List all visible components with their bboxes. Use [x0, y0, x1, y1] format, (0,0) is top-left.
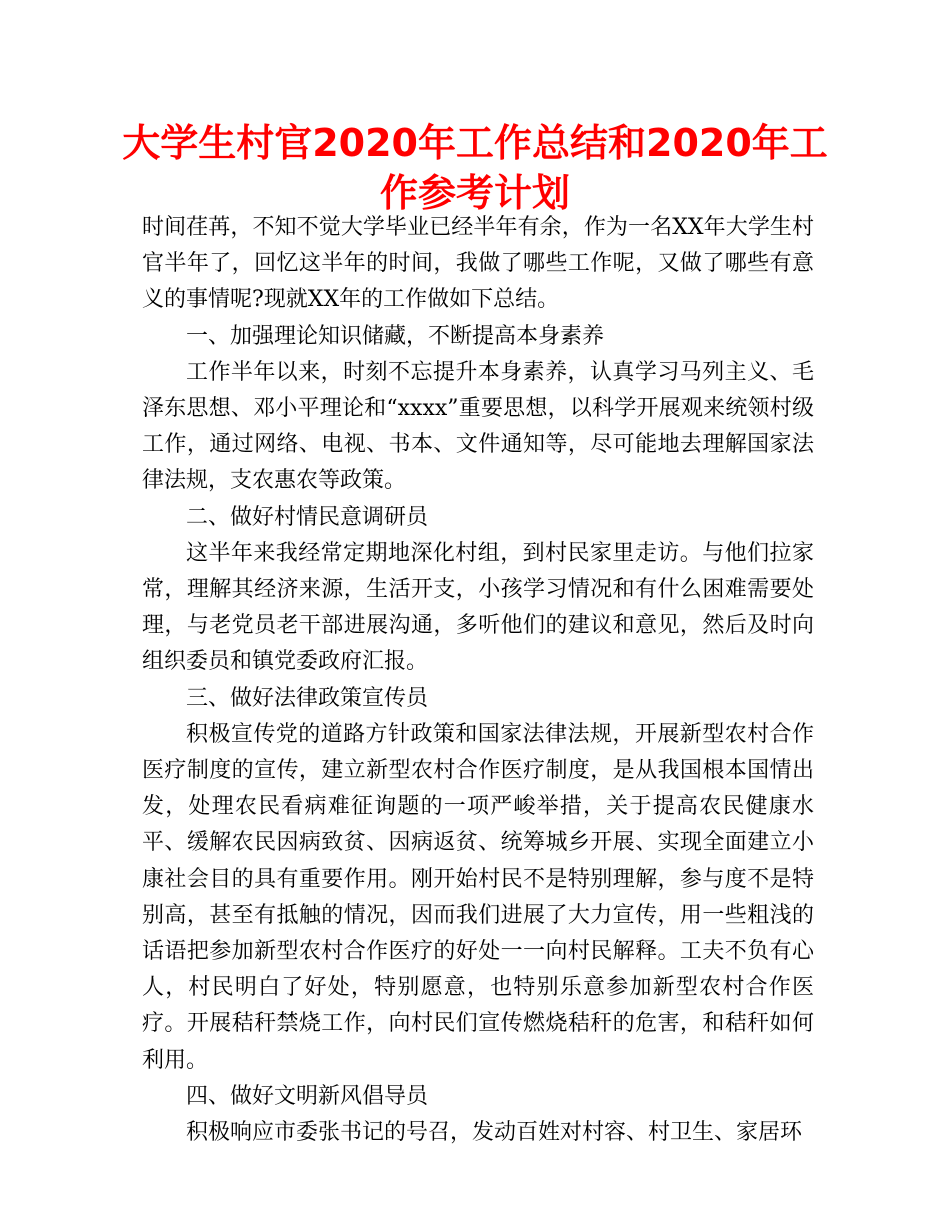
intro-paragraph: 时间荏苒，不知不觉大学毕业已经半年有余，作为一名XX年大学生村官半年了，回忆这半年的时间，我做了哪些工作呢，又做了哪些有意义的事情呢?现就XX年的工作做如下总结。 — [142, 215, 814, 313]
section-paragraph-4: 积极响应市委张书记的号召，发动百姓对村容、村卫生、家居环 — [186, 1120, 803, 1146]
section-paragraph-1: 工作半年以来，时刻不忘提升本身素养，认真学习马列主义、毛泽东思想、邓小平理论和“xxxx”重要思想，以科学开展观来统领村级工作，通过网络、电视、书本、文件通知等，尽可能地去理解国家法律法规，支农惠农等政策。 — [142, 359, 814, 494]
section-paragraph-3: 积极宣传党的道路方针政策和国家法律法规，开展新型农村合作医疗制度的宣传，建立新型农村合作医疗制度，是从我国根本国情出发，处理农民看病难征询题的一项严峻举措，关于提高农民健康水平、缓解农民因病致贫、因病返贫、统筹城乡开展、实现全面建立小康社会目的具有重要作用。刚开始村民不是特别理解，参与度不是特别高，甚至有抵触的情况，因而我们进展了大力宣传，用一些粗浅的话语把参加新型农村合作医疗的好处一一向村民解释。工夫不负有心人，村民明白了好处，特别愿意，也特别乐意参加新型农村合作医疗。开展秸秆禁烧工作，向村民们宣传燃烧秸秆的危害，和秸秆如何利用。 — [142, 721, 814, 1073]
section-heading-3: 三、做好法律政策宣传员 — [186, 685, 429, 711]
document-body — [142, 210, 814, 1151]
section-heading-1: 一、加强理论知识储藏，不断提高本身素养 — [186, 323, 605, 349]
document-title: 大学生村官2020年工作总结和2020年工作参考计划 — [122, 121, 828, 215]
section-heading-4: 四、做好文明新风倡导员 — [186, 1083, 429, 1109]
section-paragraph-2: 这半年来我经常定期地深化村组，到村民家里走访。与他们拉家常，理解其经济来源，生活开支，小孩学习情况和有什么困难需要处理，与老党员老干部进展沟通，多听他们的建议和意见，然后及时向组织委员和镇党委政府汇报。 — [142, 540, 814, 675]
section-heading-2: 二、做好村情民意调研员 — [186, 504, 429, 530]
